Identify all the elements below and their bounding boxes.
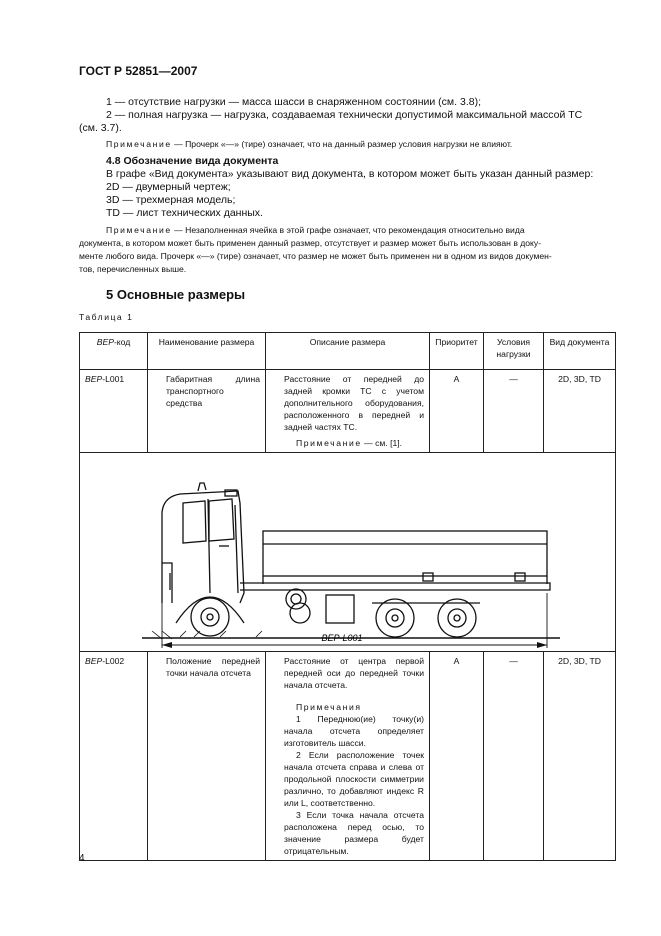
section-4-8-line-4: TD — лист технических данных. [106,207,263,219]
header-code: ВЕР-код [80,333,148,370]
row2-note-2: 2 Если расположение точек начала отсчета справа и слева от продольной плоскости симметрии различно, то добавляют индекс R или L, соответственно. [284,750,424,808]
truck-drawing [80,453,616,651]
row1-code: ВЕР-L001 [80,370,148,453]
section-5-heading: 5 Основные размеры [106,287,246,302]
cargo-body [263,531,547,576]
truck-drawing-cell [80,453,616,652]
table-row [80,370,616,453]
table-caption: Таблица 1 [79,312,134,322]
header-description: Описание размера [266,333,430,370]
table-row [80,652,616,861]
row2-note-1: 1 Переднюю(ие) точку(и) начала отсчета определяет изготовитель шасси. [284,714,424,748]
note-text: — Прочерк «—» (тире) означает, что на данный размер условия нагрузки не влияют. [174,139,513,149]
header-priority: Приоритет [430,333,484,370]
section-4-8-note-line-4: тов, перечисленных выше. [79,264,187,274]
truck-frame [240,583,550,590]
header-name: Наименование размера [148,333,266,370]
header-doc: Вид документа [544,333,616,370]
row2-priority: A [430,652,484,861]
section-4-8-note-line-3: менте любого вида. Прочерк «—» (тире) означает, что размер не может быть применен ни в одном из видов докумен- [79,251,552,261]
row2-description [266,652,430,861]
intro-note [106,138,512,151]
row1-note [284,437,424,449]
section-4-8-note-line-1 [106,224,525,237]
row1-priority: A [430,370,484,453]
drawing-row [80,453,616,652]
page-number: 4 [79,853,85,864]
row2-notes-label: Примечания [296,702,362,712]
fuel-tank [326,595,354,623]
section-4-8-line-2: 2D — двумерный чертеж; [106,181,231,193]
section-4-8-heading: 4.8 Обозначение вида документа [106,155,279,167]
table-header-row [80,333,616,370]
row1-description-text: Расстояние от передней до задней кромки ТС с учетом дополнительного оборудования, расположенного в передней и задней частях ТС. [284,374,424,432]
intro-line-3: (см. 3.7). [79,122,122,134]
note-text: — см. [1]. [364,438,403,448]
note-label: Примечание [296,438,362,448]
intro-line-2: 2 — полная нагрузка — нагрузка, создаваемая технически допустимой максимальной массой ТС [106,109,583,121]
intro-line-1: 1 — отсутствие нагрузки — масса шасси в снаряженном состоянии (см. 3.8); [106,96,481,108]
section-4-8-line-3: 3D — трехмерная модель; [106,194,236,206]
row2-note-3: 3 Если точка начала отсчета расположена перед осью, то значение размера будет отрицательным. [284,810,424,856]
row1-description [266,370,430,453]
note-label: Примечание [106,139,172,149]
header-load: Условия нагрузки [484,333,544,370]
row1-doc: 2D, 3D, TD [544,370,616,453]
row1-load: — [484,370,544,453]
row1-name: Габаритная длина транспортного средства [148,370,266,453]
door-window [209,499,234,541]
note-label: Примечание [106,225,172,235]
row2-doc: 2D, 3D, TD [544,652,616,861]
cab-window [183,501,206,543]
row2-description-text: Расстояние от центра первой передней оси до передней точки начала отсчета. [284,656,424,690]
truck-cab [162,491,244,603]
row2-code: ВЕР-L002 [80,652,148,861]
row2-load: — [484,652,544,861]
dimensions-table [79,332,616,861]
row2-name: Положение передней точки начала отсчета [148,652,266,861]
document-header: ГОСТ Р 52851—2007 [79,64,198,78]
note-text: — Незаполненная ячейка в этой графе означает, что рекомендация относительно вида [174,225,525,235]
dimension-label: ВЕР-L001 [321,633,363,643]
section-4-8-line-1: В графе «Вид документа» указывают вид документа, в котором может быть указан данный размер: [106,168,594,180]
section-4-8-note-line-2: документа, в котором может быть применен данный размер, отсутствует и размер может быть использован в доку- [79,238,542,248]
